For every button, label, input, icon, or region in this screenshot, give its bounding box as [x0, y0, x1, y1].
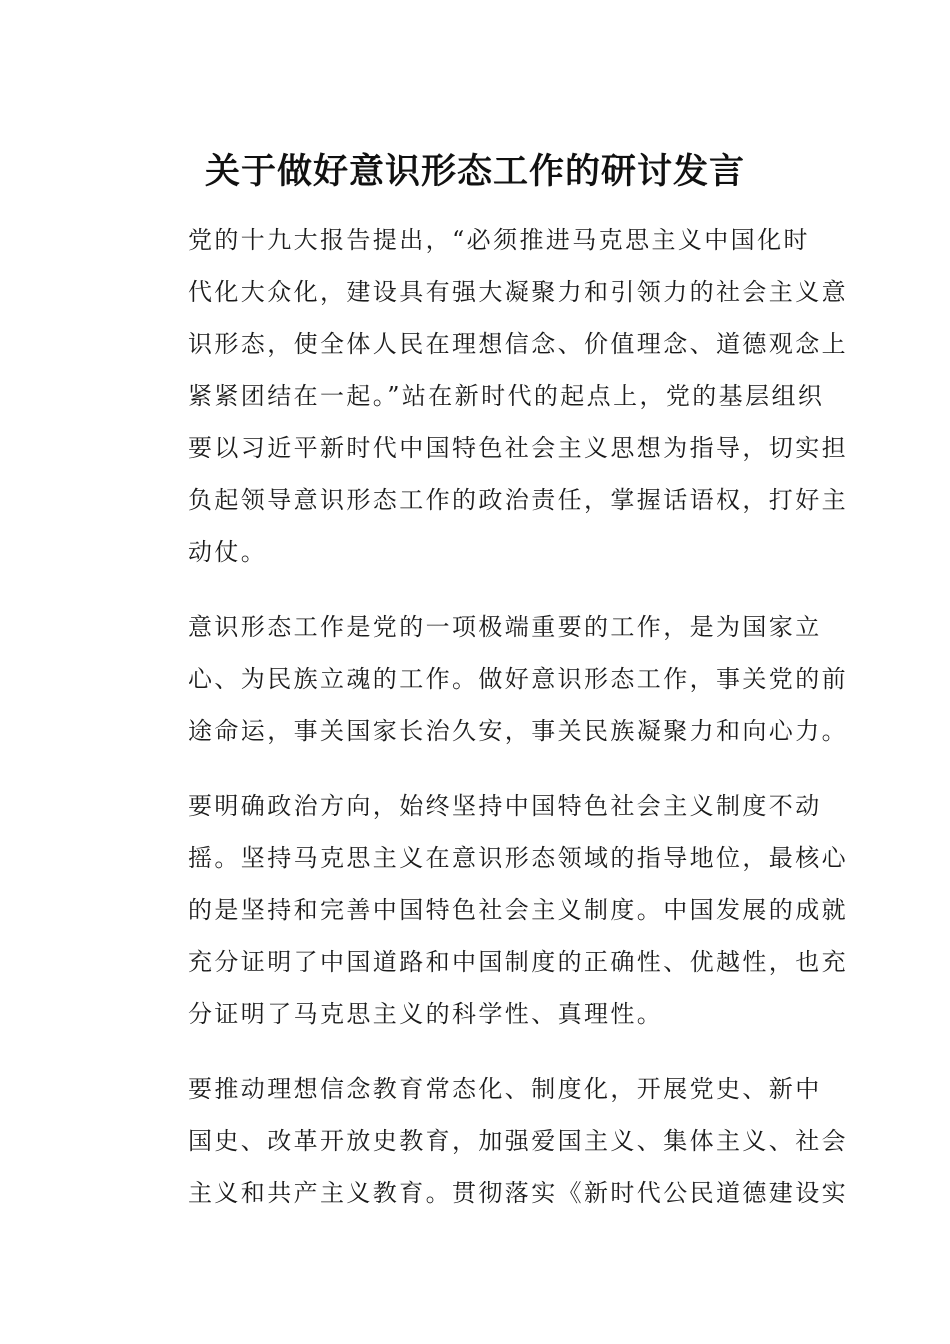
document-body	[146, 214, 848, 1242]
paragraph-4	[146, 1063, 848, 1219]
text-line: 主义和共产主义教育。贯彻落实《新时代公民道德建设实	[188, 1179, 848, 1207]
text-line: 意识形态工作是党的一项极端重要的工作，是为国家立	[188, 613, 822, 641]
text-line: 途命运，事关国家长治久安，事关民族凝聚力和向心力。	[188, 717, 848, 745]
paragraph-1	[146, 214, 848, 578]
text-line: 党的十九大报告提出，“必须推进马克思主义中国化时	[188, 226, 810, 254]
text-line: 要推动理想信念教育常态化、制度化，开展党史、新中	[188, 1075, 822, 1103]
paragraph-2	[146, 601, 848, 757]
text-line: 要以习近平新时代中国特色社会主义思想为指导，切实担	[188, 434, 848, 462]
text-line: 动仗。	[188, 538, 268, 566]
text-line: 紧紧团结在一起。”站在新时代的起点上，党的基层组织	[188, 382, 825, 410]
text-line: 识形态，使全体人民在理想信念、价值理念、道德观念上	[188, 330, 848, 358]
text-line: 分证明了马克思主义的科学性、真理性。	[188, 1000, 664, 1028]
document-title: 关于做好意识形态工作的研讨发言	[204, 151, 745, 192]
text-line: 摇。坚持马克思主义在意识形态领域的指导地位，最核心	[188, 844, 848, 872]
paragraph-3	[146, 780, 848, 1040]
text-line: 国史、改革开放史教育，加强爱国主义、集体主义、社会	[188, 1127, 848, 1155]
text-line: 负起领导意识形态工作的政治责任，掌握话语权，打好主	[188, 486, 848, 514]
text-line: 充分证明了中国道路和中国制度的正确性、优越性，也充	[188, 948, 848, 976]
text-line: 的是坚持和完善中国特色社会主义制度。中国发展的成就	[188, 896, 848, 924]
text-line: 代化大众化，建设具有强大凝聚力和引领力的社会主义意	[188, 278, 848, 306]
text-line: 要明确政治方向，始终坚持中国特色社会主义制度不动	[188, 792, 822, 820]
text-line: 心、为民族立魂的工作。做好意识形态工作，事关党的前	[188, 665, 848, 693]
